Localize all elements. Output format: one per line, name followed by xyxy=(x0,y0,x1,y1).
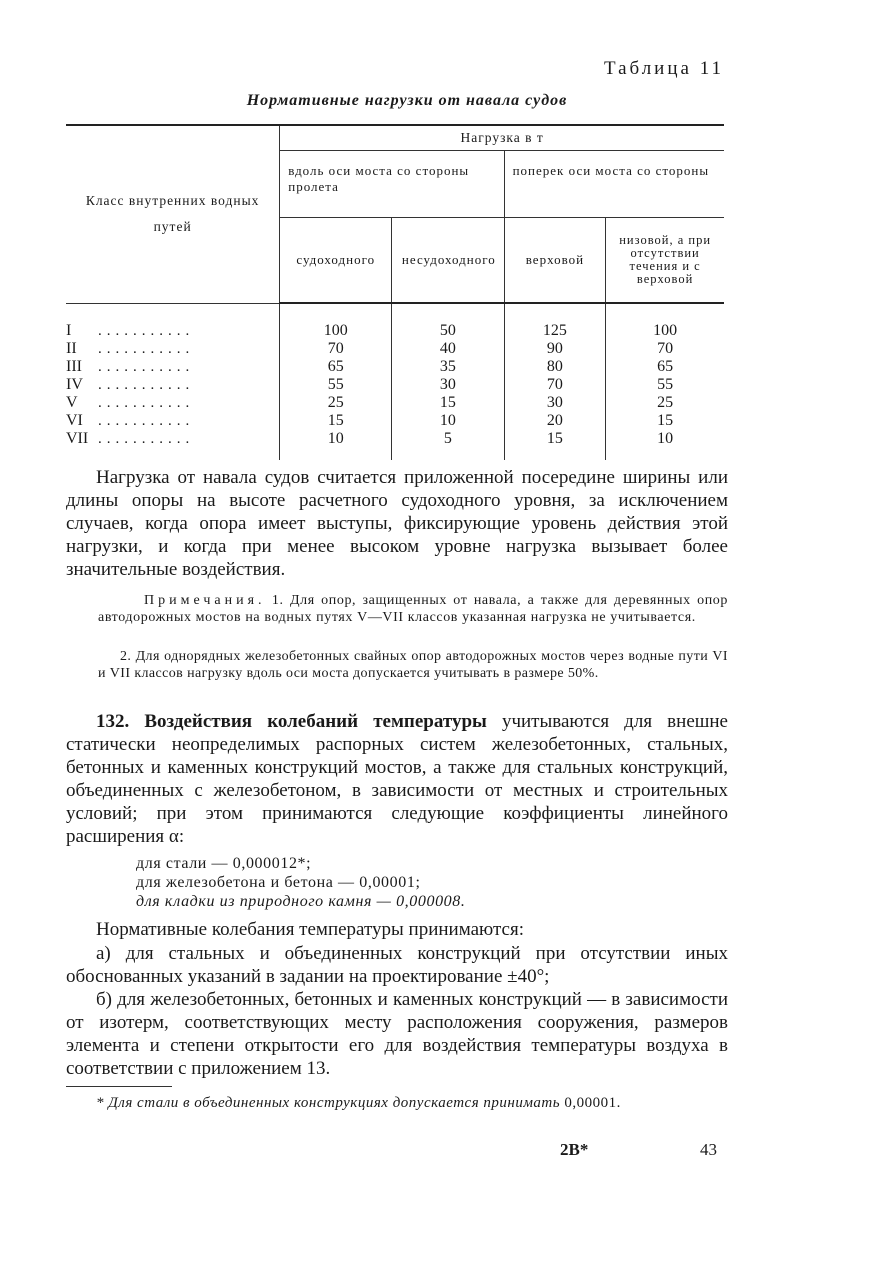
cell-downstream: 10 xyxy=(657,430,674,447)
footnote xyxy=(66,1094,728,1112)
footnote-text: * Для стали в объединенных конструкциях допускается принимать xyxy=(96,1095,561,1111)
leader-dots: ........... xyxy=(98,377,195,393)
cell-downstream: 55 xyxy=(657,376,674,393)
col-header-load: Нагрузка в т xyxy=(280,125,724,151)
note-1-text: 1. Для опор, защищенных от навала, а также для деревянных опор автодорожных мостов на водных путях V—VII классов указанная нагрузка не учитывается. xyxy=(98,593,728,625)
cell-navigable: 70 xyxy=(280,340,392,358)
cell-downstream: 25 xyxy=(657,394,674,411)
cell-upstream: 15 xyxy=(504,430,606,460)
leader-dots: ........... xyxy=(98,395,195,411)
row-class-numeral: IV xyxy=(66,376,83,393)
col-sub-downstream xyxy=(606,218,724,304)
cell-navigable: 10 xyxy=(280,430,392,460)
col-header-class xyxy=(66,125,280,303)
col-sub-non-navigable-text: несудоходного xyxy=(401,252,496,267)
coefficient-stone: для кладки из природного камня — 0,000008. xyxy=(136,893,466,910)
signature-mark: 2В* xyxy=(560,1140,589,1159)
cell-non-navigable: 50 xyxy=(392,303,504,340)
row-class xyxy=(66,412,280,430)
row-class xyxy=(66,358,280,376)
leader-dots: ........... xyxy=(98,359,195,375)
row-class-numeral: VII xyxy=(66,430,89,447)
table-number-label: Таблица 11 xyxy=(603,58,724,79)
col-sub-downstream-text: низовой, а при отсутствии течения и с верховой xyxy=(619,233,712,286)
leader-dots: ........... xyxy=(98,413,195,429)
row-class-numeral: III xyxy=(66,358,82,375)
note-2: 2. Для однорядных железобетонных свайных опор автодорожных мостов через водные пути VI и VII классов нагрузку вдоль оси моста допускается учитывать в размере 50%. xyxy=(98,649,728,681)
loads-table xyxy=(66,124,724,460)
section-132 xyxy=(66,710,728,848)
body-paragraph-load: Нагрузка от навала судов считается приложенной посередине ширины или длины опоры на высоте расчетного судоходного уровня, за исключением случаев, когда опора имеет выступы, фиксирующие уровень действия этой нагрузки, и когда при менее высоком уровне нагрузка вызывает более значительные воздействия. xyxy=(66,467,728,580)
cell-downstream: 70 xyxy=(657,340,674,357)
row-class xyxy=(66,340,280,358)
item-b: б) для железобетонных, бетонных и каменных конструкций — в зависимости от изотерм, соответствующих месту расположения сооружения, размеров элемента и степени открытости его для воздействия температуры воздуха в соответствии с приложением 13. xyxy=(66,989,728,1079)
col-sub-upstream: верховой xyxy=(504,218,606,304)
page-number: 43 xyxy=(700,1140,717,1159)
norm-intro: Нормативные колебания температуры принимаются: xyxy=(96,919,524,940)
cell-non-navigable: 5 xyxy=(392,430,504,460)
leader-dots: ........... xyxy=(98,431,195,447)
cell-downstream: 65 xyxy=(657,358,674,375)
footnote-rule xyxy=(66,1086,172,1087)
table-row xyxy=(66,340,724,358)
col-group-along: вдоль оси моста со стороны пролета xyxy=(280,151,504,218)
footnote-value: 0,00001. xyxy=(564,1095,621,1111)
cell-upstream: 70 xyxy=(504,376,606,394)
col-group-across: поперек оси моста со стороны xyxy=(504,151,724,218)
col-sub-navigable: судоходного xyxy=(280,218,392,304)
cell-upstream: 20 xyxy=(504,412,606,430)
cell-navigable: 100 xyxy=(280,303,392,340)
row-class xyxy=(66,303,280,340)
table-row xyxy=(66,303,724,340)
note-1 xyxy=(98,592,728,626)
row-class-numeral: I xyxy=(66,321,72,339)
cell-non-navigable: 30 xyxy=(392,376,504,394)
row-class xyxy=(66,430,280,460)
cell-upstream: 90 xyxy=(504,340,606,358)
table-row xyxy=(66,412,724,430)
col-header-class-text: Класс внутренних водных путей xyxy=(85,193,260,235)
cell-non-navigable: 10 xyxy=(392,412,504,430)
row-class-numeral: V xyxy=(66,394,78,411)
row-class-numeral: VI xyxy=(66,412,83,429)
item-a: а) для стальных и объединенных конструкций при отсутствии иных обоснованных указаний в задании на проектирование ±40°; xyxy=(66,943,728,987)
cell-non-navigable: 35 xyxy=(392,358,504,376)
table-row xyxy=(66,430,724,460)
table-row xyxy=(66,358,724,376)
col-sub-non-navigable xyxy=(392,218,504,304)
cell-non-navigable: 40 xyxy=(392,340,504,358)
cell-upstream: 125 xyxy=(504,303,606,340)
table-title: Нормативные нагрузки от навала судов xyxy=(246,92,568,109)
row-class xyxy=(66,394,280,412)
coefficient-steel: для стали — 0,000012*; xyxy=(136,855,312,872)
row-class xyxy=(66,376,280,394)
note-lead: Примечания. xyxy=(144,593,266,608)
section-132-text: учитываются для внешне статически неопределимых распорных систем железобетонных, стальных, бетонных и каменных конструкций мостов, а также для стальных конструкций, объединенных с железобетоном, в зависимости от местных и строительных условий; при этом принимаются следующие коэффициенты линейного расширения α: xyxy=(66,711,728,847)
cell-upstream: 80 xyxy=(504,358,606,376)
row-class-numeral: II xyxy=(66,340,77,357)
cell-navigable: 15 xyxy=(280,412,392,430)
cell-non-navigable: 15 xyxy=(392,394,504,412)
cell-navigable: 55 xyxy=(280,376,392,394)
leader-dots: ........... xyxy=(98,341,195,357)
cell-navigable: 65 xyxy=(280,358,392,376)
coefficient-concrete: для железобетона и бетона — 0,00001; xyxy=(136,874,421,891)
cell-navigable: 25 xyxy=(280,394,392,412)
cell-upstream: 30 xyxy=(504,394,606,412)
table-row xyxy=(66,394,724,412)
leader-dots: ........... xyxy=(98,322,195,339)
cell-downstream: 15 xyxy=(657,412,674,429)
table-row xyxy=(66,376,724,394)
coefficients-list xyxy=(136,854,696,911)
section-132-heading: 132. Воздействия колебаний температуры xyxy=(96,711,487,732)
cell-downstream: 100 xyxy=(653,322,678,339)
